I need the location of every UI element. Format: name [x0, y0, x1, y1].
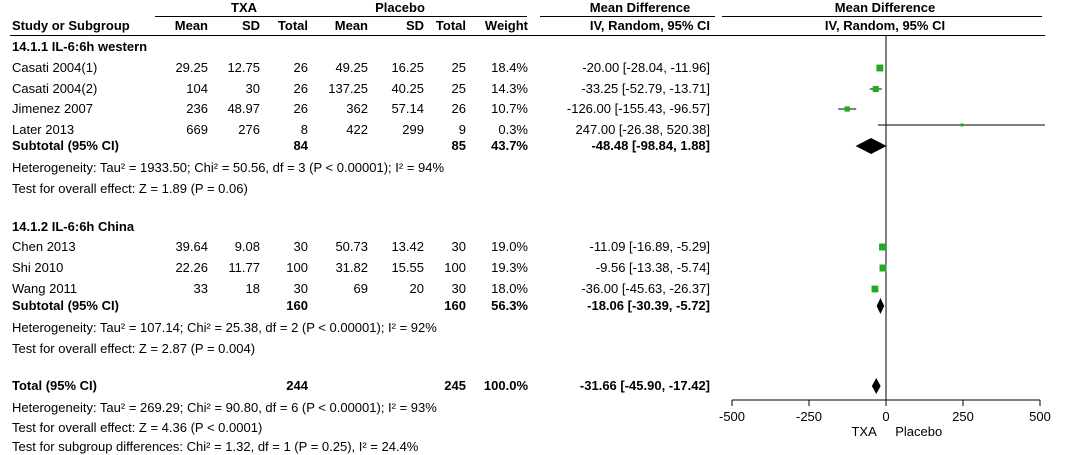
- pl-mean: 69: [353, 281, 368, 296]
- effect-square: [872, 286, 879, 293]
- txa-total: 26: [293, 101, 308, 116]
- txa-sd: 48.97: [227, 101, 260, 116]
- md-group-label: Mean Difference: [589, 0, 691, 15]
- txa-sd: 11.77: [228, 260, 260, 275]
- study-name: Casati 2004(1): [12, 60, 98, 75]
- study-name: Jimenez 2007: [12, 101, 93, 116]
- heterogeneity-text: Heterogeneity: Tau² = 1933.50; Chi² = 50.56, df = 3 (P < 0.00001); I² = 94%: [12, 160, 445, 175]
- summary-diamond: [872, 378, 881, 394]
- subgroup-diff-text: Test for subgroup differences: Chi² = 1.32, df = 1 (P = 0.25), I² = 24.4%: [12, 439, 419, 454]
- txa-mean: 22.26: [175, 260, 208, 275]
- total-label: Total (95% CI): [12, 378, 97, 393]
- pl-sd: 20: [409, 281, 424, 296]
- txa-total: 100: [286, 260, 308, 275]
- study-name: Shi 2010: [12, 260, 64, 275]
- txa-total: 8: [300, 122, 308, 137]
- md-underline: [540, 16, 715, 17]
- effect-square: [880, 264, 887, 271]
- forest-plot: [700, 0, 1067, 454]
- txa-total: 160: [286, 298, 308, 313]
- x-tick-label: 0: [882, 409, 890, 424]
- total-overall-effect-text: Test for overall effect: Z = 4.36 (P < 0.0001): [12, 420, 263, 435]
- txa-sd: 18: [245, 281, 260, 296]
- overall-effect-text: Test for overall effect: Z = 2.87 (P = 0.004): [12, 341, 256, 356]
- subtotal-label: Subtotal (95% CI): [12, 298, 119, 313]
- favours-placebo-label: Placebo: [895, 424, 943, 439]
- ci-text: -20.00 [-28.04, -11.96]: [582, 60, 710, 75]
- study-name: Casati 2004(2): [12, 81, 98, 96]
- ci-text: -31.66 [-45.90, -17.42]: [579, 378, 710, 393]
- pl-total: 25: [451, 81, 466, 96]
- weight: 18.0%: [491, 281, 528, 296]
- x-tick-label: -500: [718, 409, 746, 424]
- weight: 56.3%: [491, 298, 528, 313]
- txa-total: 84: [293, 138, 308, 153]
- summary-diamond: [877, 298, 885, 314]
- col-pl-total: Total: [435, 18, 466, 33]
- pl-sd: 299: [402, 122, 424, 137]
- col-study: Study or Subgroup: [12, 18, 130, 33]
- summary-diamond: [856, 138, 887, 154]
- md-plot-group-label: Mean Difference: [834, 0, 936, 15]
- txa-mean: 29.25: [175, 60, 208, 75]
- pl-total: 30: [451, 281, 466, 296]
- pl-total: 26: [451, 101, 466, 116]
- pl-mean: 362: [346, 101, 368, 116]
- txa-total: 26: [293, 60, 308, 75]
- subtotal-label: Subtotal (95% CI): [12, 138, 119, 153]
- col-txa-sd: SD: [241, 18, 260, 33]
- pl-mean: 422: [346, 122, 368, 137]
- ci-text: -36.00 [-45.63, -26.37]: [581, 281, 710, 296]
- pl-total: 160: [444, 298, 466, 313]
- placebo-underline: [320, 16, 527, 17]
- pl-total: 85: [451, 138, 466, 153]
- pl-total: 100: [444, 260, 466, 275]
- pl-mean: 50.73: [335, 239, 368, 254]
- col-txa-mean: Mean: [174, 18, 208, 33]
- pl-total: 9: [458, 122, 466, 137]
- col-ci: IV, Random, 95% CI: [589, 18, 710, 33]
- x-tick-label: 500: [1029, 409, 1051, 424]
- txa-mean: 669: [186, 122, 208, 137]
- study-name: Chen 2013: [12, 239, 76, 254]
- col-txa-total: Total: [277, 18, 308, 33]
- txa-mean: 33: [193, 281, 208, 296]
- overall-effect-text: Test for overall effect: Z = 1.89 (P = 0.06): [12, 181, 248, 196]
- col-pl-mean: Mean: [334, 18, 368, 33]
- txa-total: 244: [286, 378, 308, 393]
- txa-sd: 276: [238, 122, 260, 137]
- pl-sd: 40.25: [391, 81, 424, 96]
- weight: 18.4%: [491, 60, 528, 75]
- ci-text: -33.25 [-52.79, -13.71]: [581, 81, 710, 96]
- txa-total: 30: [293, 239, 308, 254]
- x-tick-label: 250: [952, 409, 974, 424]
- x-tick-label: -250: [795, 409, 823, 424]
- txa-sd: 9.08: [234, 239, 260, 254]
- pl-total: 30: [451, 239, 466, 254]
- effect-square: [876, 65, 883, 72]
- ci-text: -126.00 [-155.43, -96.57]: [566, 101, 710, 116]
- effect-square: [873, 86, 879, 92]
- ci-text: -18.06 [-30.39, -5.72]: [587, 298, 710, 313]
- pl-sd: 13.42: [391, 239, 424, 254]
- weight: 14.3%: [491, 81, 528, 96]
- weight: 10.7%: [491, 101, 528, 116]
- weight: 19.3%: [491, 260, 528, 275]
- ci-text: -48.48 [-98.84, 1.88]: [591, 138, 710, 153]
- col-weight: Weight: [484, 18, 528, 33]
- heterogeneity-text: Heterogeneity: Tau² = 107.14; Chi² = 25.38, df = 2 (P < 0.00001); I² = 92%: [12, 320, 437, 335]
- subgroup-title: 14.1.2 IL-6:6h China: [12, 219, 135, 234]
- pl-mean: 137.25: [328, 81, 368, 96]
- txa-total: 26: [293, 81, 308, 96]
- ci-text: 247.00 [-26.38, 520.38]: [575, 122, 710, 137]
- pl-sd: 15.55: [391, 260, 424, 275]
- weight: 100.0%: [483, 378, 528, 393]
- col-plot-ci: IV, Random, 95% CI: [824, 18, 946, 33]
- col-pl-sd: SD: [405, 18, 424, 33]
- txa-mean: 236: [186, 101, 208, 116]
- pl-total: 245: [444, 378, 466, 393]
- placebo-group-label: Placebo: [375, 0, 425, 15]
- study-name: Wang 2011: [12, 281, 78, 296]
- txa-sd: 30: [245, 81, 260, 96]
- study-name: Later 2013: [12, 122, 75, 137]
- weight: 0.3%: [498, 122, 528, 137]
- effect-square: [879, 244, 886, 251]
- txa-mean: 104: [186, 81, 208, 96]
- txa-sd: 12.75: [227, 60, 260, 75]
- weight: 43.7%: [491, 138, 528, 153]
- pl-total: 25: [451, 60, 466, 75]
- effect-square: [845, 106, 850, 111]
- ci-text: -11.09 [-16.89, -5.29]: [589, 239, 710, 254]
- pl-mean: 49.25: [335, 60, 368, 75]
- pl-mean: 31.82: [335, 260, 368, 275]
- effect-square: [961, 124, 964, 127]
- total-heterogeneity-text: Heterogeneity: Tau² = 269.29; Chi² = 90.80, df = 6 (P < 0.00001); I² = 93%: [12, 400, 437, 415]
- txa-underline: [155, 16, 335, 17]
- txa-mean: 39.64: [175, 239, 208, 254]
- ci-text: -9.56 [-13.38, -5.74]: [595, 260, 710, 275]
- pl-sd: 57.14: [391, 101, 424, 116]
- weight: 19.0%: [491, 239, 528, 254]
- txa-total: 30: [293, 281, 308, 296]
- subgroup-title: 14.1.1 IL-6:6h western: [12, 39, 148, 54]
- pl-sd: 16.25: [391, 60, 424, 75]
- txa-group-label: TXA: [231, 0, 257, 15]
- favours-txa-label: TXA: [851, 424, 877, 439]
